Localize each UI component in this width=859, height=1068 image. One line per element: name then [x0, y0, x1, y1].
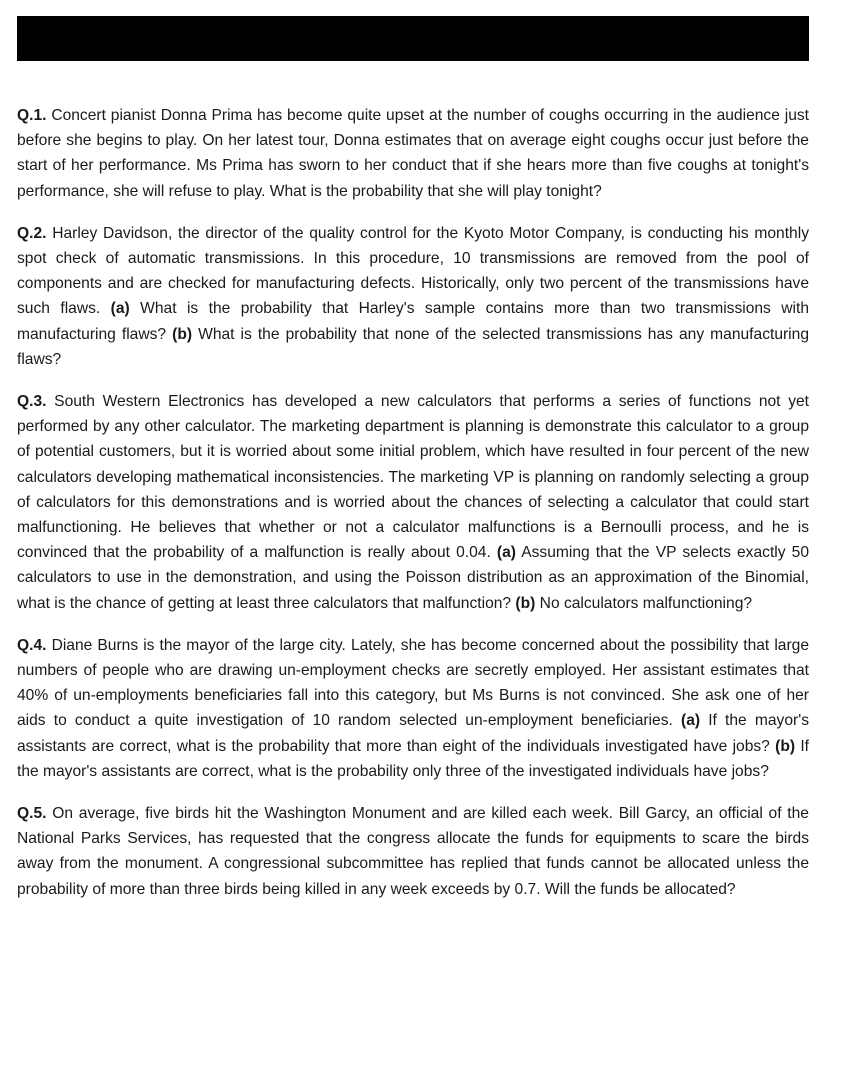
question-number: Q.4.: [17, 636, 47, 654]
question-4: [17, 633, 809, 784]
part-a-label: (a): [110, 300, 130, 318]
question-text: Harley Davidson, the director of the quality control for the Kyoto Motor Company, is conducting his monthly spot check of automatic transmissions. In this procedure, 10 transmissions are removed from the pool of components and are checked for manufacturing defects. Historically, only two percent of the transmissions have such flaws.: [17, 224, 809, 318]
question-number: Q.1.: [17, 107, 47, 124]
question-text: What is the probability that Harley's sample contains more than two transmissions with manufacturing flaws?: [17, 300, 810, 343]
question-text: No calculators malfunctioning?: [535, 594, 753, 612]
redaction-bar: [17, 16, 809, 61]
question-5: [17, 801, 809, 902]
question-list: [17, 103, 809, 919]
question-3: [17, 389, 809, 616]
question-text: On average, five birds hit the Washington Monument and are killed each week. Bill Garcy, an official of the National Parks Services, has requested that the congress allocate the funds for equipments to scare the birds away from the monument. A congressional subcommittee has replied that funds cannot be allocated unless the probability of more than three birds being killed in any week exceeds by 0.7. Will the funds be allocated?: [17, 805, 809, 898]
question-text: What is the probability that none of the selected transmissions has any manufacturing flaws?: [17, 325, 809, 368]
question-text: South Western Electronics has developed a new calculators that performs a series of functions not yet performed by any other calculator. The marketing department is planning is demonstrate this calculator to a group of potential customers, but it is worried about some initial problem, which have resulted in four percent of the new calculators developing mathematical inconsistencies. The marketing VP is planning on randomly selecting a group of calculators for this demonstrations and is worried about the chances of selecting a calculator that could start malfunctioning. He believes that whether or not a calculator malfunctions is a Bernoulli process, and he is convinced that the probability of a malfunction is really about 0.04.: [17, 393, 809, 562]
question-number: Q.2.: [17, 224, 47, 242]
part-b-label: (b): [775, 737, 796, 755]
question-text: If the mayor's assistants are correct, what is the probability only three of the investigated individuals have jobs?: [17, 737, 810, 780]
part-a-label: (a): [496, 544, 516, 562]
question-text: Concert pianist Donna Prima has become quite upset at the number of coughs occurring in the audience just before she begins to play. On her latest tour, Donna estimates that on average eight coughs occur just before the start of her performance. Ms Prima has sworn to her conduct that if she hears more than five coughs at tonight's performance, she will refuse to play. What is the probability that she will play tonight?: [17, 107, 809, 200]
question-number: Q.3.: [17, 393, 47, 411]
question-text: Assuming that the VP selects exactly 50 calculators to use in the demonstration, and using the Poisson distribution as an approximation of the Binomial, what is the chance of getting at least three calculators that malfunction?: [17, 544, 809, 612]
question-2: [17, 221, 809, 372]
question-number: Q.5.: [17, 805, 47, 823]
part-b-label: (b): [172, 325, 193, 343]
question-text: Diane Burns is the mayor of the large city. Lately, she has become concerned about the possibility that large numbers of people who are drawing un-employment checks are secretly employed. Her assistant estimates that 40% of un-employments beneficiaries fall into this category, but Ms Burns is not convinced. She ask one of her aids to conduct a quite investigation of 10 random selected un-employment beneficiaries.: [17, 636, 810, 730]
part-a-label: (a): [681, 712, 701, 730]
question-1: [17, 103, 809, 204]
part-b-label: (b): [515, 594, 536, 612]
question-text: If the mayor's assistants are correct, what is the probability that more than eight of the individuals investigated have jobs?: [17, 712, 809, 755]
